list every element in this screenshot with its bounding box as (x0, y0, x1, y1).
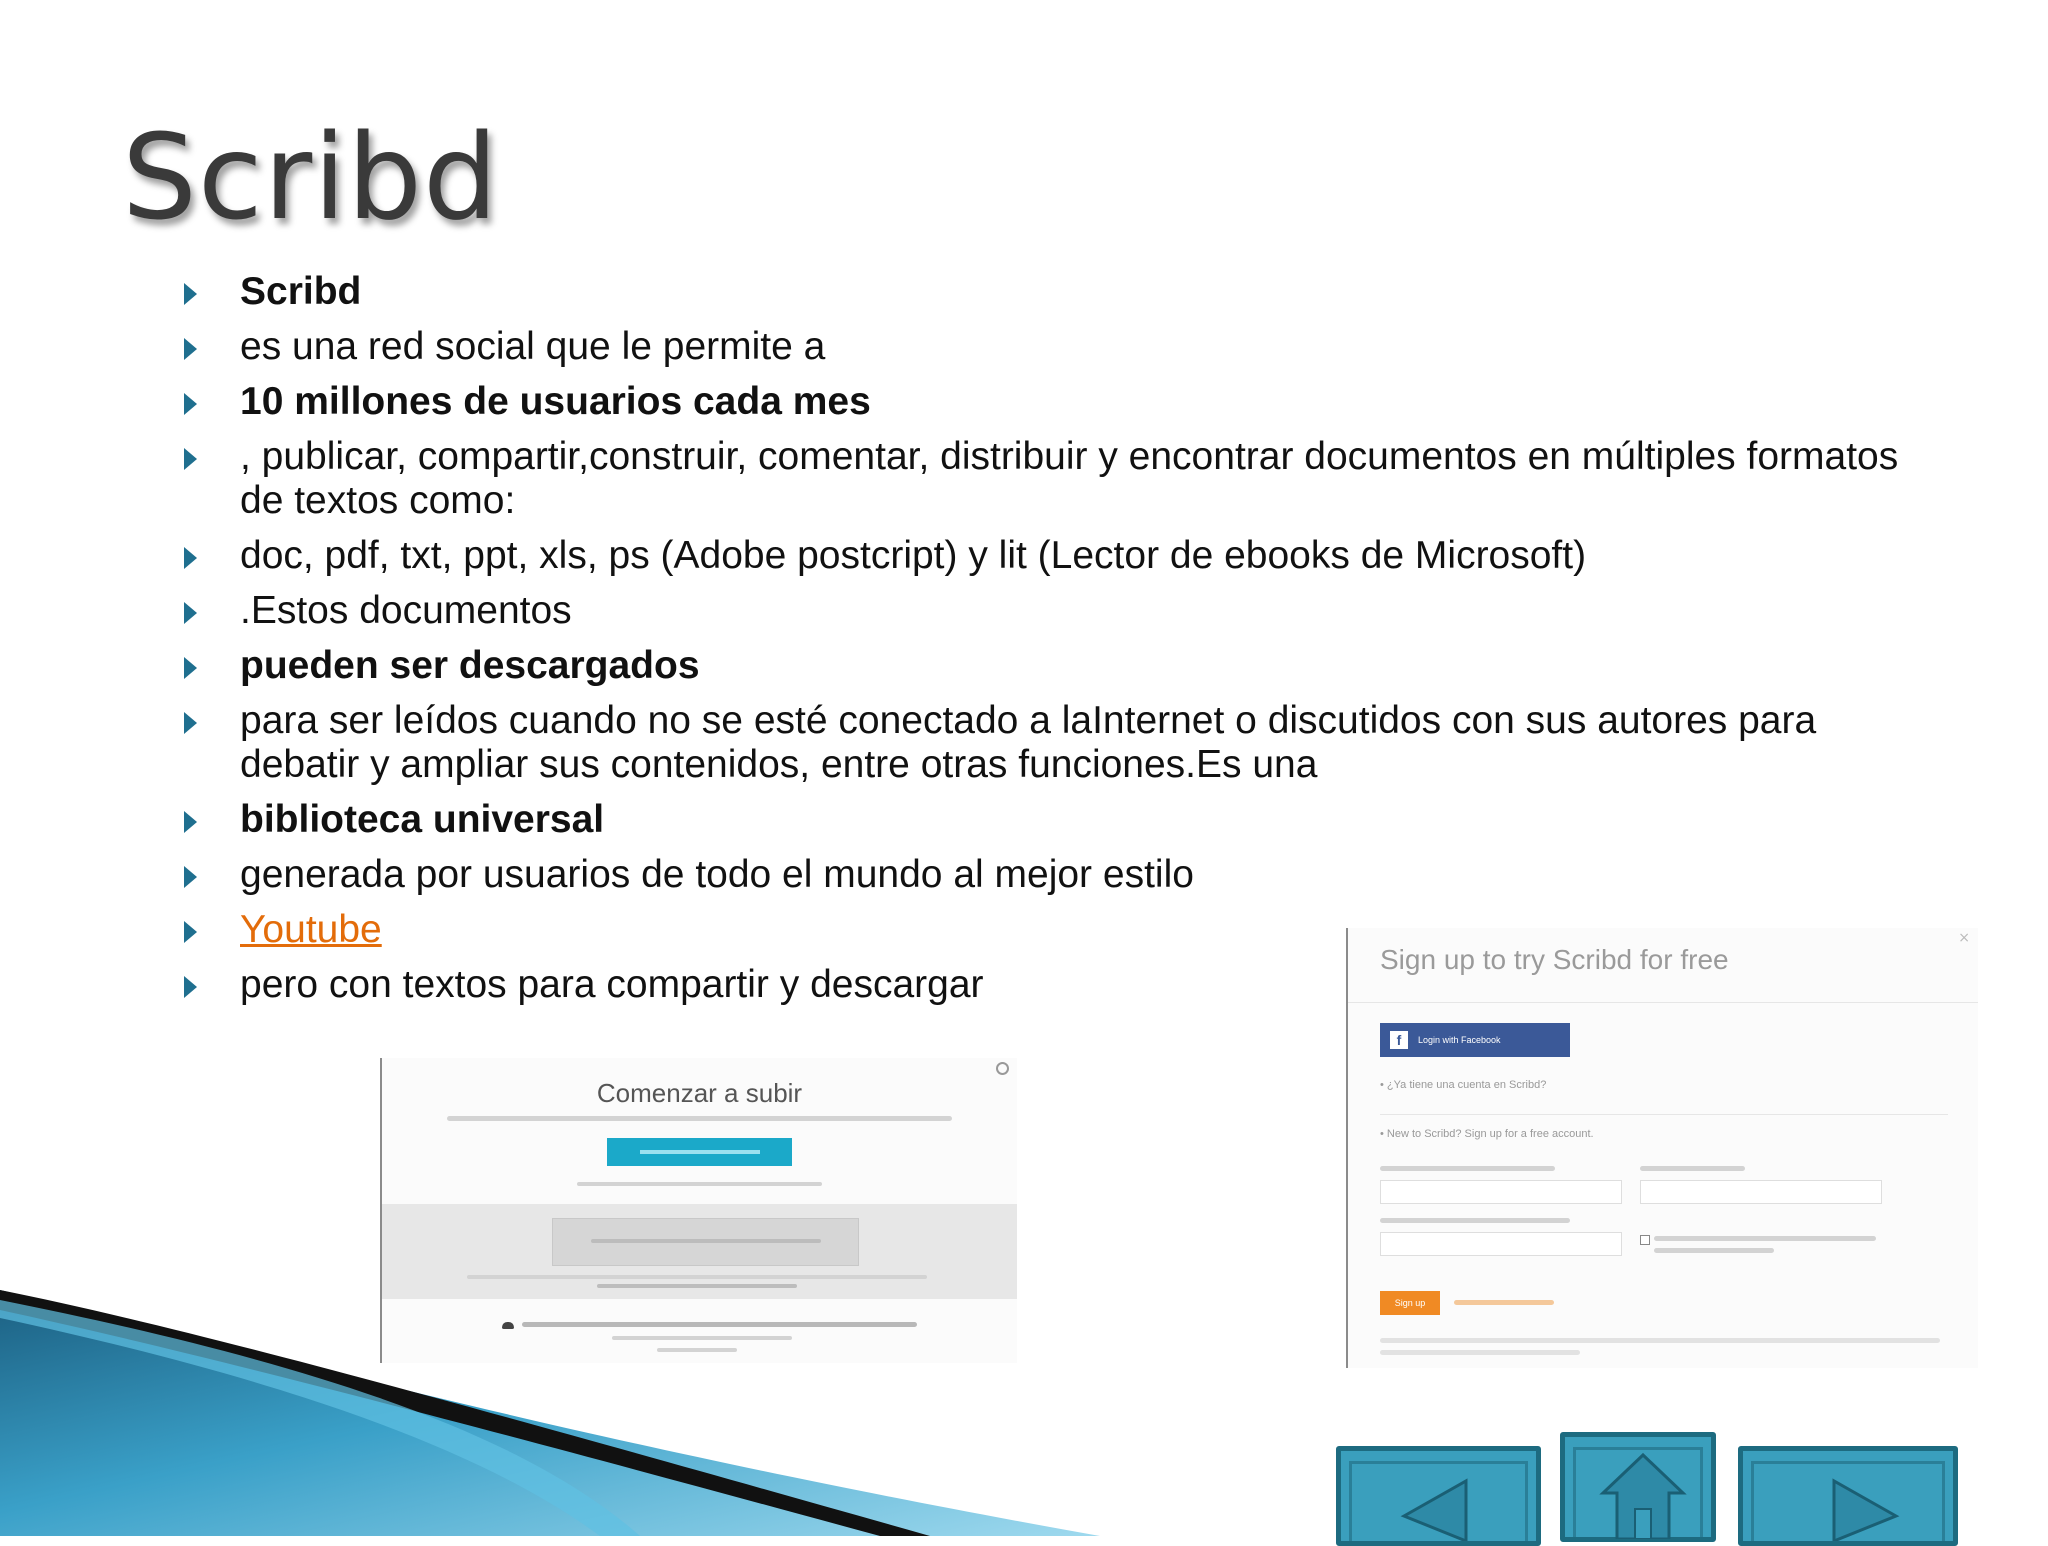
has-account-text: • ¿Ya tiene una cuenta en Scribd? (1380, 1079, 1547, 1091)
password-field (1640, 1180, 1882, 1204)
email-field (1380, 1232, 1622, 1256)
close-icon (996, 1062, 1009, 1075)
signup-button: Sign up (1380, 1291, 1440, 1315)
home-button[interactable] (1560, 1432, 1716, 1542)
home-icon (1595, 1449, 1691, 1539)
close-icon: × (1958, 930, 1970, 946)
bullet-item: biblioteca universal (182, 798, 1942, 842)
bullet-arrow-icon (184, 921, 197, 943)
next-slide-button[interactable] (1738, 1446, 1958, 1546)
bullet-item: Scribd (182, 270, 1942, 314)
bullet-item: pero con textos para compartir y descargar (182, 963, 1942, 1007)
upload-description (447, 1116, 952, 1121)
slide-title: Scribd (122, 108, 499, 246)
bullet-item: , publicar, compartir,construir, comentar, distribuir y encontrar documentos en múltiples formatos de textos como: (182, 435, 1942, 523)
bullet-item: para ser leídos cuando no se esté conectado a laInternet o discutidos con sus autores para debatir y ampliar sus contenidos, entre otras funciones.Es una (182, 699, 1942, 787)
bullet-arrow-icon (184, 866, 197, 888)
select-files-button (607, 1138, 792, 1166)
upload-title: Comenzar a subir (596, 1078, 803, 1108)
bullet-item: es una red social que le permite a (182, 325, 1942, 369)
bullet-arrow-icon (184, 393, 197, 415)
facebook-icon: f (1390, 1031, 1408, 1049)
bullet-item: generada por usuarios de todo el mundo al mejor estilo (182, 853, 1942, 897)
bullet-arrow-icon (184, 547, 197, 569)
back-arrow-icon (1396, 1471, 1492, 1541)
bullet-item: 10 millones de usuarios cada mes (182, 380, 1942, 424)
bullet-arrow-icon (184, 811, 197, 833)
previous-slide-button[interactable] (1336, 1446, 1541, 1546)
bullet-arrow-icon (184, 283, 197, 305)
bullet-arrow-icon (184, 976, 197, 998)
newsletter-checkbox (1640, 1235, 1650, 1245)
drop-zone (382, 1204, 1017, 1299)
new-account-text: • New to Scribd? Sign up for a free account. (1380, 1128, 1594, 1140)
bullet-item: pueden ser descargados (182, 644, 1942, 688)
username-field (1380, 1180, 1622, 1204)
youtube-link[interactable]: Youtube (240, 908, 382, 951)
signup-screenshot (1346, 928, 1978, 1368)
signup-title: Sign up to try Scribd for free (1380, 944, 1729, 975)
facebook-login-button: f Login with Facebook (1380, 1023, 1570, 1057)
bullet-arrow-icon (184, 602, 197, 624)
bullet-arrow-icon (184, 657, 197, 679)
bullet-item: .Estos documentos (182, 589, 1942, 633)
bullet-arrow-icon (184, 448, 197, 470)
forward-arrow-icon (1808, 1471, 1904, 1541)
bullet-arrow-icon (184, 338, 197, 360)
bullet-arrow-icon (184, 712, 197, 734)
bullet-list (182, 270, 1942, 1018)
cloud-icon (502, 1322, 514, 1329)
upload-screenshot (380, 1058, 1017, 1363)
bullet-item: doc, pdf, txt, ppt, xls, ps (Adobe postcript) y lit (Lector de ebooks de Microsoft) (182, 534, 1942, 578)
